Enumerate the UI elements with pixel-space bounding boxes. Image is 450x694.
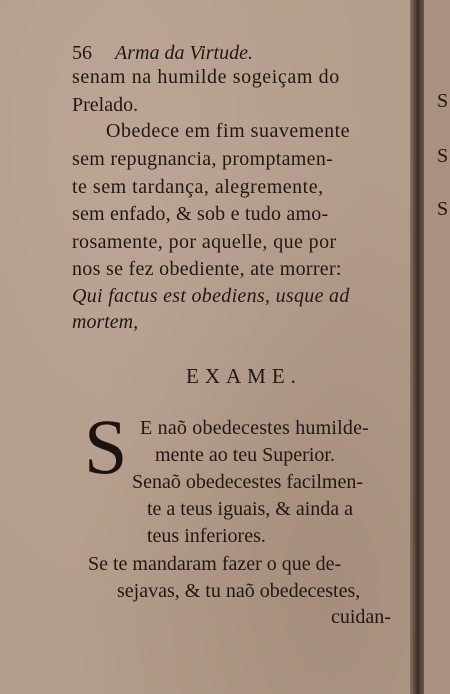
text-line: sejavas, & tu naõ obedecestes,	[117, 580, 361, 602]
text-line: E naõ obedecestes humilde-	[140, 417, 370, 439]
drop-cap: S	[84, 403, 128, 490]
section-heading: EXAME.	[186, 364, 302, 388]
page-number: 56	[72, 42, 92, 64]
text-line: nos se fez obediente, ate morrer:	[72, 258, 342, 280]
text-line: mente ao teu Superior.	[155, 444, 335, 466]
running-title: Arma da Virtude.	[115, 42, 253, 64]
text-line: Senaõ obedecestes facilmen-	[132, 471, 364, 493]
book-gutter	[410, 0, 424, 694]
text-line: rosamente, por aquelle, que por	[72, 231, 337, 253]
text-line: sem enfado, & sob e tudo amo-	[72, 203, 329, 225]
text-line: Se te mandaram fazer o que de-	[88, 553, 342, 575]
text-line: sem repugnancia, promptamen-	[72, 148, 334, 170]
running-header	[72, 42, 253, 65]
facing-page-letter: S	[437, 145, 449, 167]
text-line: senam na humilde sogeiçam do	[72, 66, 340, 88]
text-line: Qui factus est obediens, usque ad	[72, 285, 350, 307]
text-line: te sem tardança, alegremente,	[72, 176, 324, 198]
catchword: cuidan-	[331, 606, 391, 628]
text-line: mortem,	[72, 311, 139, 333]
text-line: Obedece em fim suavemente	[106, 120, 351, 142]
text-line: teus inferiores.	[147, 525, 266, 547]
facing-page-letter: S	[437, 90, 449, 112]
text-line: Prelado.	[72, 94, 139, 116]
text-line: te a teus iguais, & ainda a	[147, 498, 354, 520]
facing-page-letter: S	[437, 198, 449, 220]
